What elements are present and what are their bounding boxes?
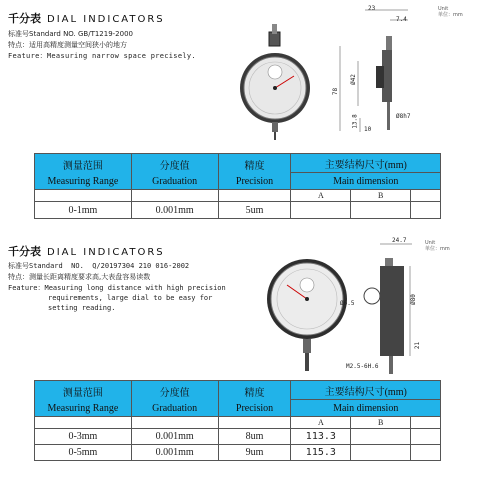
- section1-title: [8, 10, 165, 26]
- section2-title-cn: 千分表: [8, 245, 41, 258]
- header-main-dimension-cn: 主要结构尺寸(mm): [291, 381, 441, 400]
- dial-indicator-small-image: [232, 22, 322, 142]
- spec-table-1: [34, 153, 441, 219]
- table-row: 0-5mm 0.001mm 9um 115.3: [35, 445, 441, 461]
- dim-phi80: Ø80: [409, 294, 417, 305]
- section1-title-cn: 千分表: [8, 12, 41, 25]
- dim-phi6-5: Ø6.5: [340, 300, 355, 307]
- header-main-dimension-cn: 主要结构尺寸(mm): [291, 154, 441, 173]
- header-graduation: 分度值 Graduation: [131, 154, 218, 190]
- section1-feature-en: Feature：Measuring narrow space precisely.: [8, 52, 196, 60]
- col-b-header: B: [351, 190, 411, 202]
- dimension-drawing-large: [340, 238, 440, 378]
- section1-title-en: DIAL INDICATORS: [47, 14, 165, 25]
- dim-7-4: 7.4: [396, 16, 407, 23]
- section2-feature-en-2: requirements, large dial to be easy for: [48, 294, 213, 302]
- dim-10: 10: [364, 126, 372, 133]
- unit-label-2: Unit: [425, 240, 436, 246]
- col-a-header: A: [291, 190, 351, 202]
- section2-title-en: DIAL INDICATORS: [47, 247, 165, 258]
- header-graduation: 分度值 Graduation: [131, 381, 218, 417]
- section2-feature-en-1: Feature：Measuring long distance with high precision: [8, 284, 226, 292]
- dim-13-8: 13.8: [351, 114, 359, 129]
- table-row: 0-1mm 0.001mm 5um: [35, 202, 441, 219]
- section1-feature-cn: 特点：适用高精度测量空间狭小的地方: [8, 41, 127, 49]
- table-row: 0-3mm 0.001mm 8um 113.3: [35, 429, 441, 445]
- unit-label-1: Unit: [438, 6, 449, 12]
- section2-title: [8, 243, 165, 259]
- spec-table-2: [34, 380, 441, 461]
- dim-phi8h7: Ø8h7: [396, 113, 411, 120]
- dim-phi42: Ø42: [349, 74, 357, 85]
- dim-21: 21: [414, 341, 422, 350]
- unit-cn-label-2: 单位：mm: [425, 246, 450, 252]
- section2-feature-cn: 特点：测量长距离精度要求高,大表盘容易读数: [8, 273, 151, 281]
- header-main-dimension-en: Main dimension: [291, 173, 441, 190]
- col-a-header: A: [291, 417, 351, 429]
- dim-24-7: 24.7: [392, 237, 407, 244]
- dim-m2-5: M2.5-6H.6: [346, 363, 379, 370]
- header-range: 测量范围 Measuring Range: [35, 154, 132, 190]
- dial-indicator-large-image: [265, 255, 350, 375]
- dim-78: 78: [332, 87, 340, 96]
- header-range: 测量范围 Measuring Range: [35, 381, 132, 417]
- section2-feature-en-3: setting reading.: [48, 304, 116, 312]
- header-main-dimension-en: Main dimension: [291, 400, 441, 417]
- section2-standard: 标准号Standard NO. Q/20197304 210 016-2002: [8, 262, 190, 270]
- unit-cn-label-1: 单位：mm: [438, 12, 463, 18]
- section1-standard: 标准号Standard NO. GB/T1219-2000: [8, 30, 133, 38]
- header-precision: 精度 Precision: [218, 381, 291, 417]
- col-b-header: B: [351, 417, 411, 429]
- header-precision: 精度 Precision: [218, 154, 291, 190]
- dim-23: 23: [368, 5, 376, 12]
